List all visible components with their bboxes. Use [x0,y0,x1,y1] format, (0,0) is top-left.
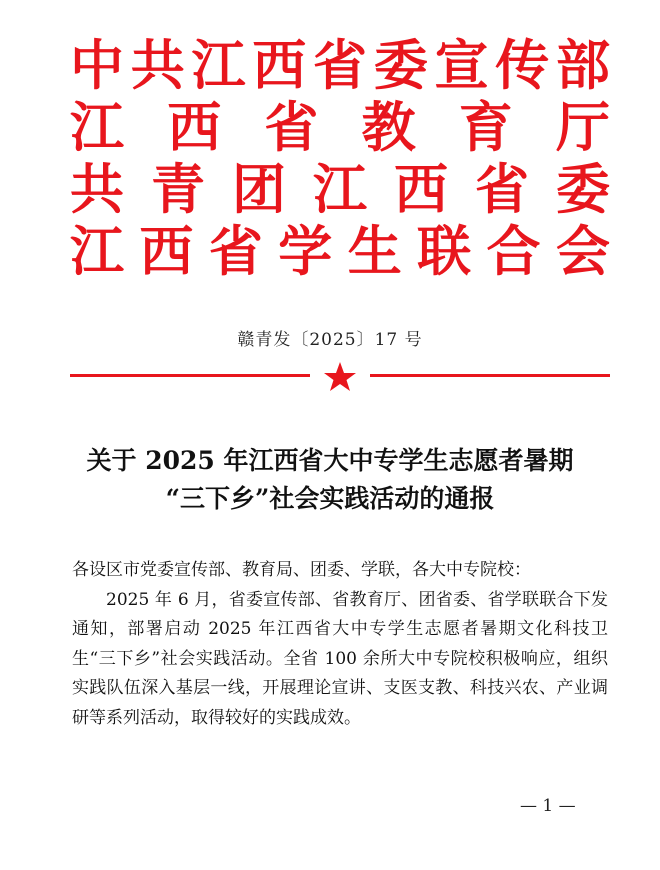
issuer-char: 西 [139,219,194,283]
issuer-char: 西 [252,33,307,97]
page-number: — 1 — [520,796,576,816]
issuer-char: 合 [486,219,541,283]
issuer-line-youth-league [70,158,610,220]
issuer-char: 委 [373,33,428,97]
issuer-char: 学 [278,219,333,283]
issuer-char: 厅 [555,95,610,159]
document-title [40,442,620,518]
issuer-char: 生 [347,219,402,283]
issuer-char: 西 [167,95,222,159]
issuer-char: 共 [70,157,124,221]
salutation: 各设区市党委宣传部、教育局、团委、学联，各大中专院校： [72,560,531,580]
issuer-line-education-dept [70,96,610,158]
issuer-char: 部 [556,33,610,97]
title-line-2: “三下乡”社会实践活动的通报 [165,484,495,513]
issuer-char: 江 [70,219,124,283]
issuer-char: 育 [458,95,513,159]
issuer-char: 省 [313,33,367,97]
issuer-char: 教 [361,95,416,159]
issuer-char: 省 [475,157,529,221]
issuer-char: 青 [151,157,205,221]
issuer-line-propaganda-dept [70,34,610,96]
issuer-char: 宣 [434,33,489,97]
document-number: 赣青发〔2025〕17 号 [237,330,423,350]
separator-line-left [70,374,310,377]
issuer-char: 省 [208,219,263,283]
document-body [72,556,608,733]
issuer-char: 委 [556,157,610,221]
issuer-char: 团 [232,157,286,221]
title-line-1: 关于 2025 年江西省大中专学生志愿者暑期 [86,446,574,475]
issuer-char: 西 [394,157,448,221]
issuer-char: 江 [313,157,367,221]
issuer-char: 中 [70,33,124,97]
issuer-char: 传 [495,33,550,97]
issuer-header [70,34,610,282]
issuer-char: 省 [264,95,319,159]
issuer-line-student-federation [70,220,610,282]
star-icon [323,362,357,392]
body-paragraph: 2025 年 6 月，省委宣传部、省教育厅、团省委、省学联联合下发通知，部署启动 2025 年江西省大中专学生志愿者暑期文化科技卫生“三下乡”社会实践活动。全省 100 余所大中专院校积极响应，组织实践队伍深入基层一线，开展理论宣讲、支医支教、科技兴农、产业调研等系列活动，取得较好的实践成效。 [72,589,608,728]
issuer-char: 江 [191,33,246,97]
separator-line-right [370,374,610,377]
issuer-char: 会 [555,219,610,283]
issuer-char: 联 [417,219,472,283]
red-separator [70,362,610,390]
issuer-char: 江 [70,95,124,159]
issuer-char: 共 [130,33,185,97]
